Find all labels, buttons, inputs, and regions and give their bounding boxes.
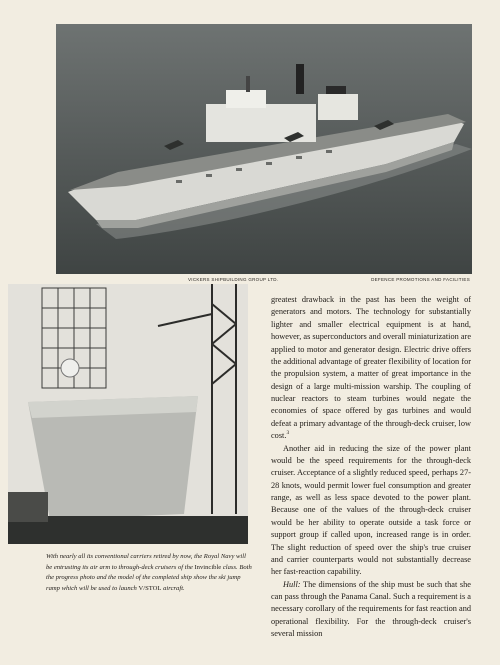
body-paragraph-3-text: The dimensions of the ship must be such that she can pass through the Panama Canal. Such a requirement is a necessary corollary of the requirements for fast reaction and operational flexibility. For the through-deck cruiser's several mission: [271, 579, 471, 639]
body-paragraph-1: [271, 294, 471, 443]
body-paragraph-2: Another aid in reducing the size of the power plant would be the speed requirements for the through-deck cruiser. Acceptance of a slightly reduced speed, perhaps 27-28 knots, would permit lower fuel consumption and greater range, as well as less space devoted to the power plant. Because one of the values of the through-deck cruiser would be her ability to operate outside a task force or support group if called upon, increased range is in order. The slight reduction of speed over the ship's true cruiser and carrier counterparts would not substantially decrease her fast-reaction capability.: [271, 443, 471, 577]
caption-vstol: V/STOL: [138, 584, 162, 592]
dock-construction-illustration: [8, 284, 248, 544]
caption-part-2: class. Both the progress photo and the model of the completed ship show the ski jump ramp which will be used to launch: [46, 563, 252, 592]
photo-credit-right: DEFENCE PROMOTIONS AND FACILITIES: [371, 277, 470, 282]
ship-model-illustration: [56, 24, 472, 274]
dock-construction-photo: [8, 284, 248, 544]
footnote-marker: 3: [286, 430, 290, 437]
body-paragraph-1-text: greatest drawback in the past has been the weight of generators and motors. The technology for substantially lighter and smaller electrical equipment is at hand, however, as superconductors and overall miniaturization are applied to motor and generator design. Electric drive offers the additional advantage of greater flexibility of location for the propulsion system, a matter of great importance in the design of a large multi-mission warship. The coupling of nuclear reactors to steam turbines would negate the economies of space offered by gas turbines and would defeat a primary advantage of the through-deck cruiser, low cost.: [271, 295, 471, 441]
body-paragraph-3: [271, 579, 471, 641]
caption-ship-name: Invincible: [194, 563, 222, 571]
photo-credit-left: VICKERS SHIPBUILDING GROUP LTD.: [188, 277, 279, 282]
article-body-column: [271, 294, 471, 641]
ship-model-photo: [56, 24, 472, 274]
photo-caption: [46, 552, 252, 594]
caption-part-3: aircraft.: [161, 584, 185, 592]
section-run-head: Hull:: [283, 579, 301, 589]
caption-part-1: With nearly all its conventional carriers retired by now, the Royal Navy will be entrusting its air arm to through-deck cruisers of the: [46, 553, 246, 571]
